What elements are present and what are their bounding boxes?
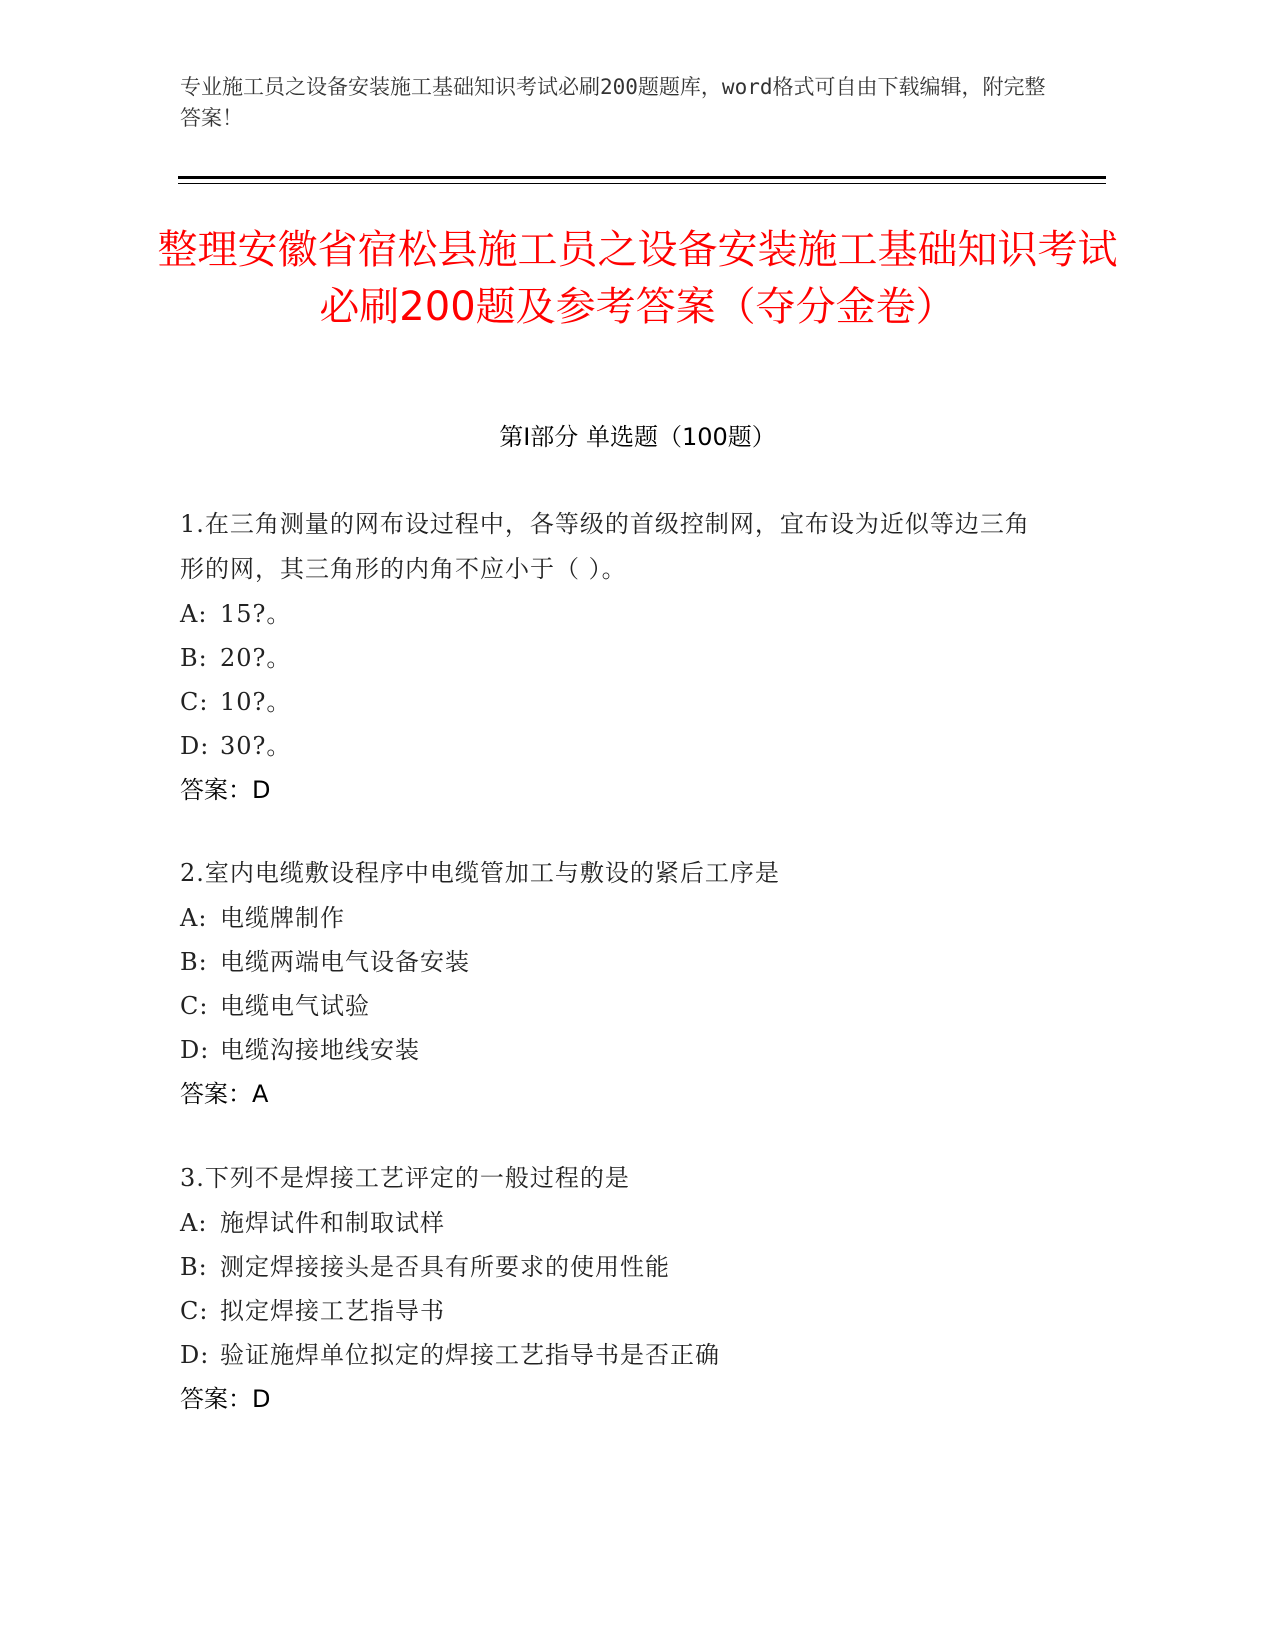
option-d [180, 1333, 1040, 1377]
question-2 [180, 851, 1040, 1116]
option-text: 电缆沟接地线安装 [220, 1036, 420, 1064]
question-1 [180, 502, 1040, 812]
option-letter: A: [180, 1209, 208, 1237]
option-text: 电缆两端电气设备安装 [220, 948, 470, 976]
option-a [180, 896, 1040, 940]
answer: 答案：A [180, 1080, 269, 1108]
option-text: 测定焊接接头是否具有所要求的使用性能 [220, 1253, 670, 1281]
option-letter: C: [180, 688, 209, 716]
answer: 答案：D [180, 776, 271, 804]
answer: 答案：D [180, 1385, 271, 1413]
option-text: 30?。 [220, 732, 292, 760]
option-a [180, 1201, 1040, 1245]
option-letter: C: [180, 992, 209, 1020]
question-stem: 3.下列不是焊接工艺评定的一般过程的是 [180, 1164, 630, 1192]
option-letter: D: [180, 732, 210, 760]
option-letter: C: [180, 1297, 209, 1325]
option-c [180, 984, 1040, 1028]
question-stem: 2.室内电缆敷设程序中电缆管加工与敷设的紧后工序是 [180, 859, 780, 887]
option-text: 20?。 [220, 644, 292, 672]
document-title: 整理安徽省宿松县施工员之设备安装施工基础知识考试必刷200题及参考答案（夺分金卷） [157, 227, 1118, 330]
header-rule-thick [178, 176, 1106, 179]
option-c [180, 1289, 1040, 1333]
option-a [180, 592, 1040, 636]
option-letter: B: [180, 644, 208, 672]
option-text: 电缆牌制作 [220, 904, 345, 932]
option-letter: A: [180, 600, 208, 628]
option-letter: A: [180, 904, 208, 932]
option-letter: D: [180, 1341, 210, 1369]
option-letter: B: [180, 1253, 208, 1281]
option-text: 施焊试件和制取试样 [220, 1209, 445, 1237]
option-text: 拟定焊接工艺指导书 [220, 1297, 445, 1325]
option-text: 10?。 [220, 688, 292, 716]
option-text: 15?。 [220, 600, 292, 628]
header-note: 专业施工员之设备安装施工基础知识考试必刷200题题库，word格式可自由下载编辑，附完整答案！ [180, 75, 1046, 130]
section-title: 第I部分 单选题（100题） [499, 423, 776, 451]
option-d [180, 1028, 1040, 1072]
option-text: 电缆电气试验 [220, 992, 370, 1020]
option-text: 验证施焊单位拟定的焊接工艺指导书是否正确 [220, 1341, 720, 1369]
option-d [180, 724, 1040, 768]
option-b [180, 1245, 1040, 1289]
question-3 [180, 1156, 1040, 1421]
option-b [180, 940, 1040, 984]
question-stem: 1.在三角测量的网布设过程中，各等级的首级控制网，宜布设为近似等边三角形的网，其三角形的内角不应小于（ ）。 [180, 510, 1030, 583]
option-letter: B: [180, 948, 208, 976]
option-b [180, 636, 1040, 680]
header-rule-thin [178, 183, 1106, 184]
option-c [180, 680, 1040, 724]
option-letter: D: [180, 1036, 210, 1064]
